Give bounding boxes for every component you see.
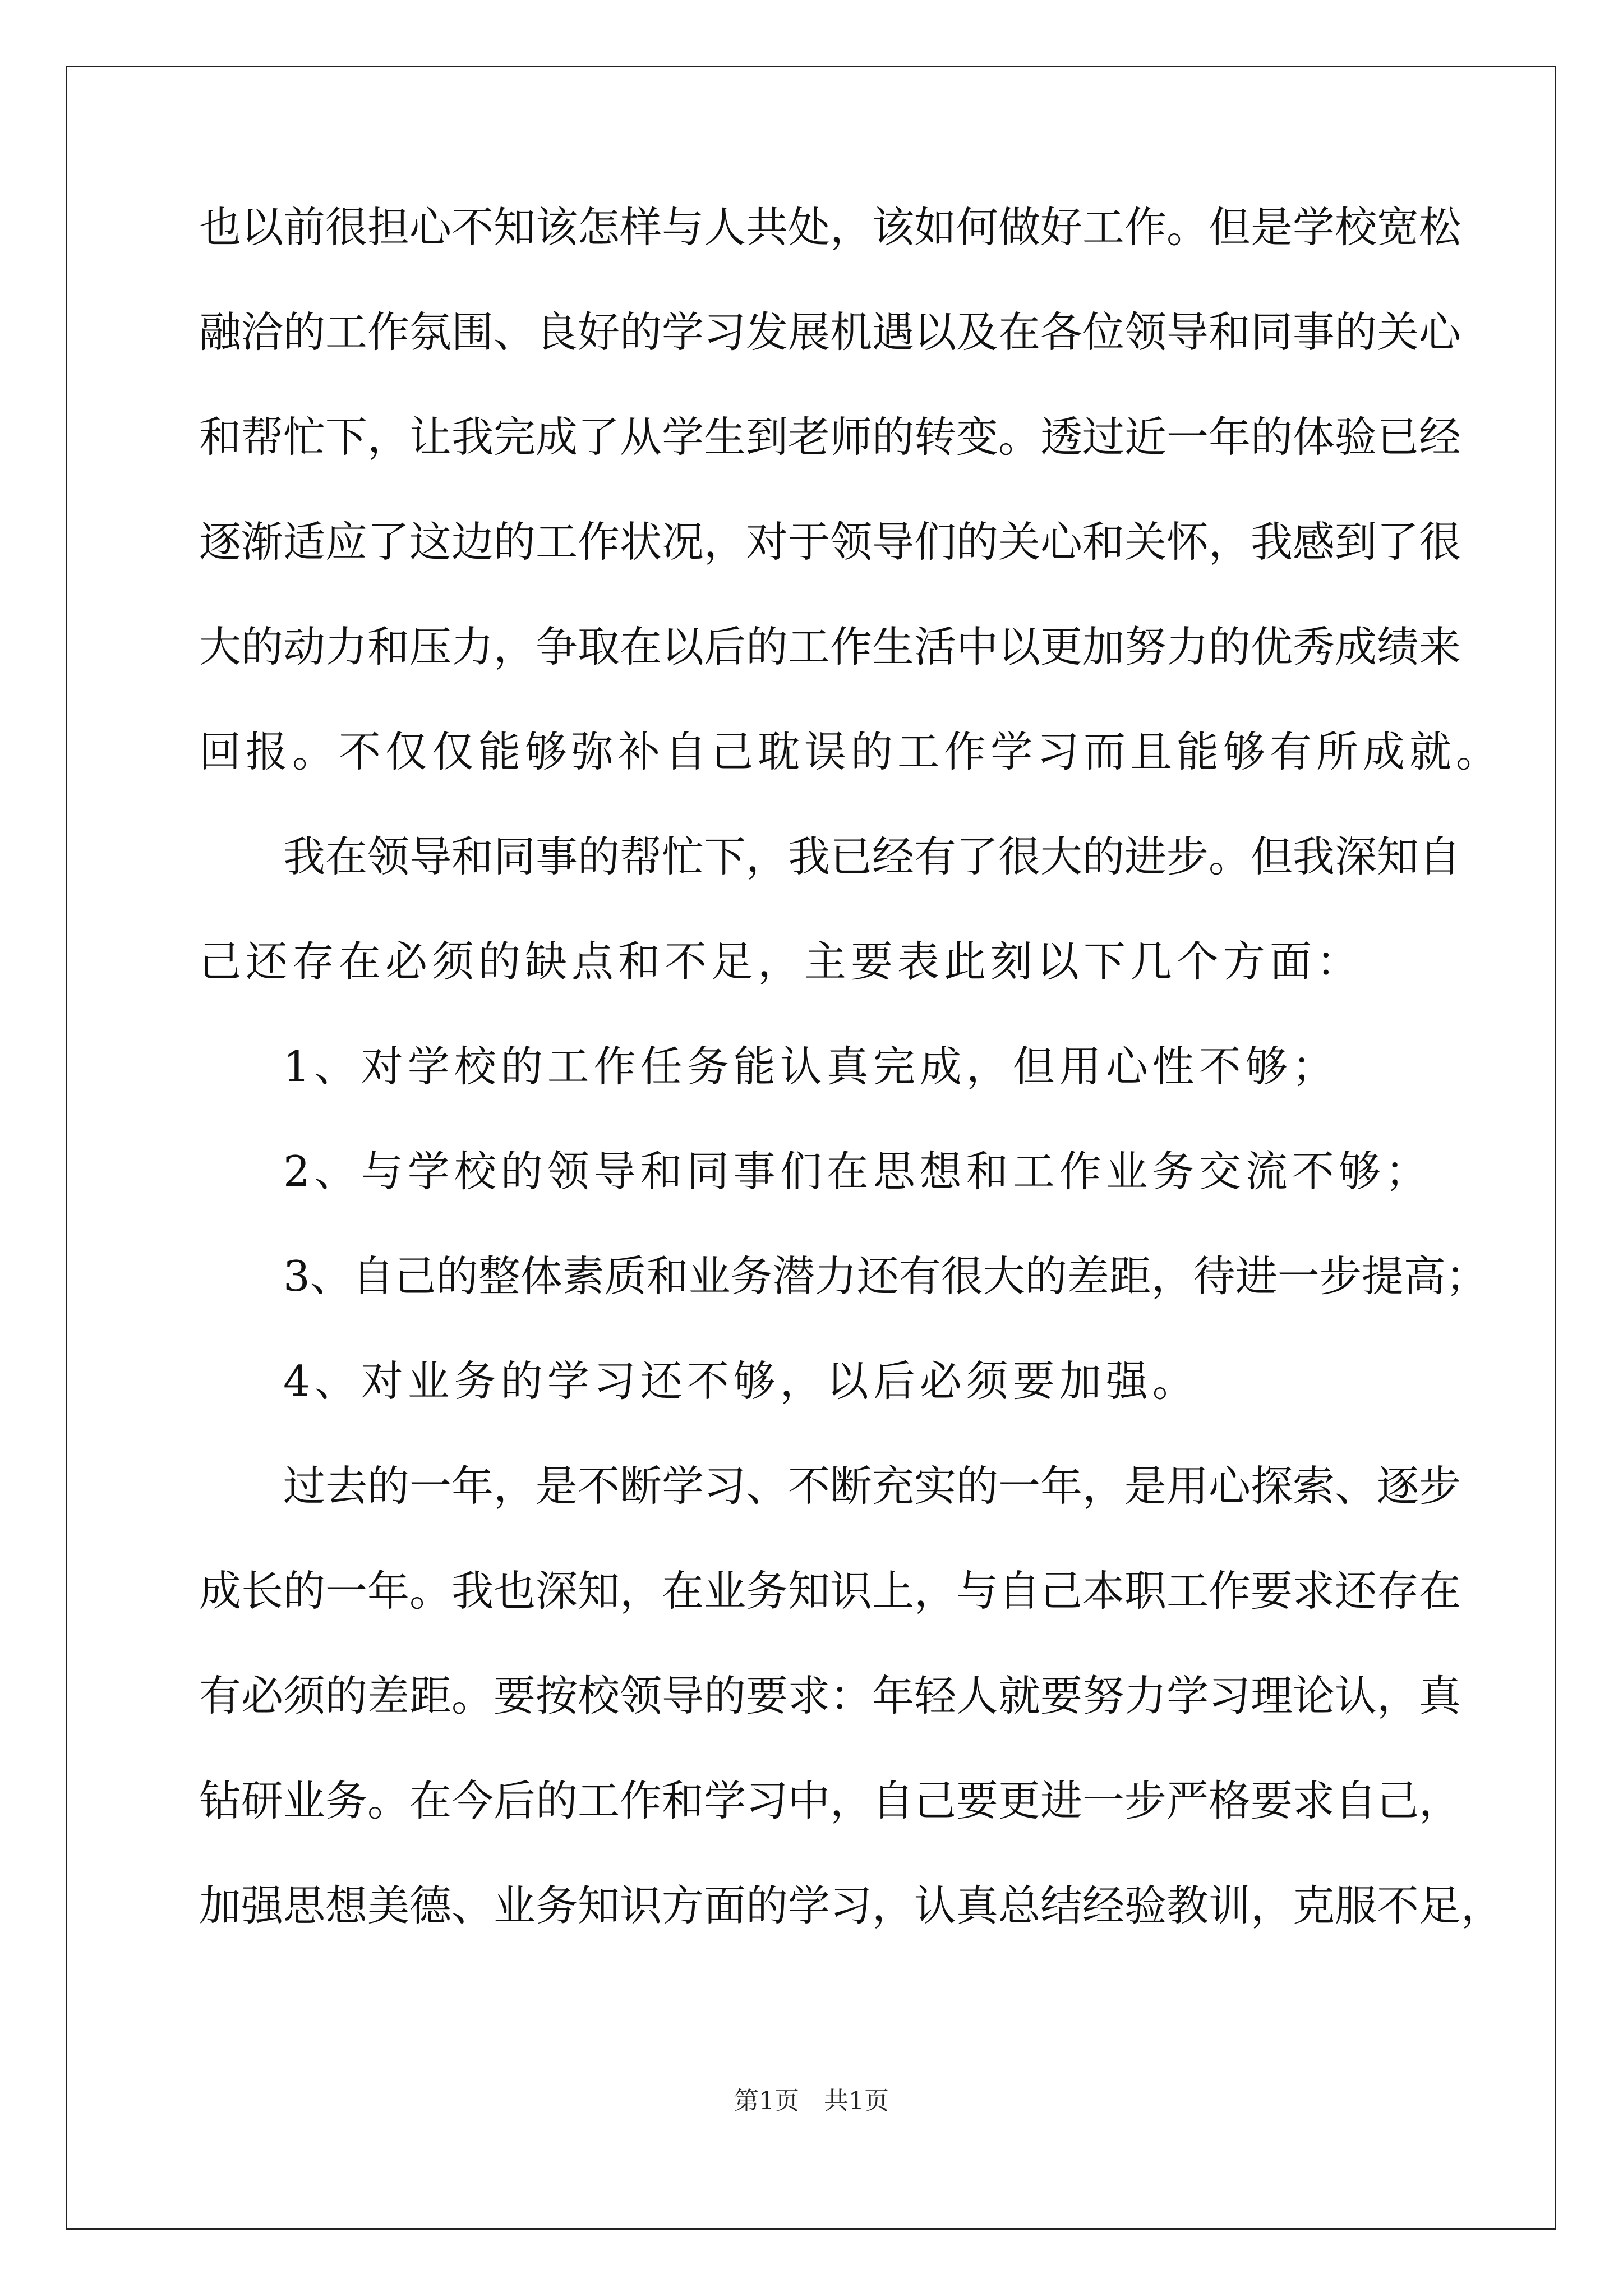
paragraph-line: 过去的一年，是不断学习、不断充实的一年，是用心探索、逐步 — [283, 1461, 1461, 1511]
page-number-footer: 第1页 共1页 — [734, 2087, 889, 2115]
paragraph-line: 加强思想美德、业务知识方面的学习，认真总结经验教训，克服不足， — [199, 1881, 1504, 1930]
document-body — [199, 202, 1504, 1985]
paragraph-line: 我在领导和同事的帮忙下，我已经有了很大的进步。但我深知自 — [283, 832, 1461, 881]
paragraph-line: 融洽的工作氛围、良好的学习发展机遇以及在各位领导和同事的关心 — [199, 307, 1461, 357]
paragraph-line: 钻研业务。在今后的工作和学习中，自己要更进一步严格要求自己， — [199, 1776, 1461, 1825]
list-item: 3、自己的整体素质和业务潜力还有很大的差距，待进一步提高； — [283, 1251, 1488, 1301]
list-item: 2、与学校的领导和同事们在思想和工作业务交流不够； — [283, 1147, 1432, 1196]
list-item: 1、对学校的工作任务能认真完成，但用心性不够； — [283, 1042, 1339, 1091]
paragraph-line: 大的动力和压力，争取在以后的工作生活中以更加努力的优秀成绩来 — [199, 622, 1461, 671]
paragraph-line: 和帮忙下，让我完成了从学生到老师的转变。透过近一年的体验已经 — [199, 412, 1461, 462]
paragraph-line: 成长的一年。我也深知，在业务知识上，与自己本职工作要求还存在 — [199, 1566, 1461, 1616]
paragraph-line: 己还存在必须的缺点和不足，主要表此刻以下几个方面： — [199, 937, 1363, 986]
paragraph-line: 回报。不仅仅能够弥补自己耽误的工作学习而且能够有所成就。 — [199, 727, 1503, 776]
list-item: 4、对业务的学习还不够，以后必须要加强。 — [283, 1356, 1199, 1406]
paragraph-line: 有必须的差距。要按校领导的要求：年轻人就要努力学习理论认，真 — [199, 1671, 1461, 1720]
paragraph-line: 逐渐适应了这边的工作状况，对于领导们的关心和关怀，我感到了很 — [199, 517, 1461, 567]
paragraph-line: 也以前很担心不知该怎样与人共处，该如何做好工作。但是学校宽松 — [199, 203, 1461, 252]
